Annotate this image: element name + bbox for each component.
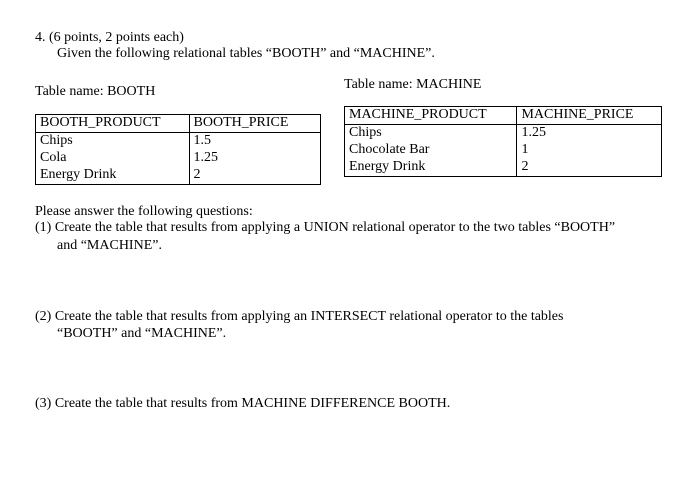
- booth-header-price: BOOTH_PRICE: [189, 115, 320, 133]
- question-3: (3) Create the table that results from MACHINE DIFFERENCE BOOTH.: [35, 396, 451, 411]
- questions-prompt: Please answer the following questions:: [35, 204, 253, 219]
- table-cell: Energy Drink: [36, 167, 190, 185]
- table-row: [345, 142, 662, 159]
- question-1-line-2: and “MACHINE”.: [57, 238, 162, 253]
- question-2-line-2: “BOOTH” and “MACHINE”.: [57, 326, 227, 341]
- booth-caption: Table name: BOOTH: [35, 84, 156, 99]
- table-header-row: [345, 107, 662, 125]
- machine-caption: Table name: MACHINE: [344, 77, 482, 92]
- table-cell: Chips: [345, 125, 517, 143]
- machine-header-price: MACHINE_PRICE: [517, 107, 662, 125]
- table-cell: 1.25: [189, 150, 320, 167]
- table-cell: Chips: [36, 133, 190, 151]
- booth-table: [35, 114, 321, 185]
- question-heading: 4. (6 points, 2 points each): [35, 30, 184, 45]
- table-header-row: [36, 115, 321, 133]
- table-row: [345, 159, 662, 177]
- table-row: [36, 167, 321, 185]
- booth-header-product: BOOTH_PRODUCT: [36, 115, 190, 133]
- table-cell: 1: [517, 142, 662, 159]
- table-row: [36, 133, 321, 151]
- table-cell: Energy Drink: [345, 159, 517, 177]
- table-cell: 1.25: [517, 125, 662, 143]
- table-cell: Cola: [36, 150, 190, 167]
- table-row: [36, 150, 321, 167]
- table-cell: 2: [189, 167, 320, 185]
- machine-table: [344, 106, 662, 177]
- question-2-line-1: (2) Create the table that results from applying an INTERSECT relational operator to the tables: [35, 309, 564, 324]
- table-row: [345, 125, 662, 143]
- question-1-line-1: (1) Create the table that results from applying a UNION relational operator to the two tables “BOOTH”: [35, 220, 616, 235]
- table-cell: Chocolate Bar: [345, 142, 517, 159]
- table-cell: 2: [517, 159, 662, 177]
- table-cell: 1.5: [189, 133, 320, 151]
- machine-header-product: MACHINE_PRODUCT: [345, 107, 517, 125]
- question-intro: Given the following relational tables “BOOTH” and “MACHINE”.: [57, 46, 435, 61]
